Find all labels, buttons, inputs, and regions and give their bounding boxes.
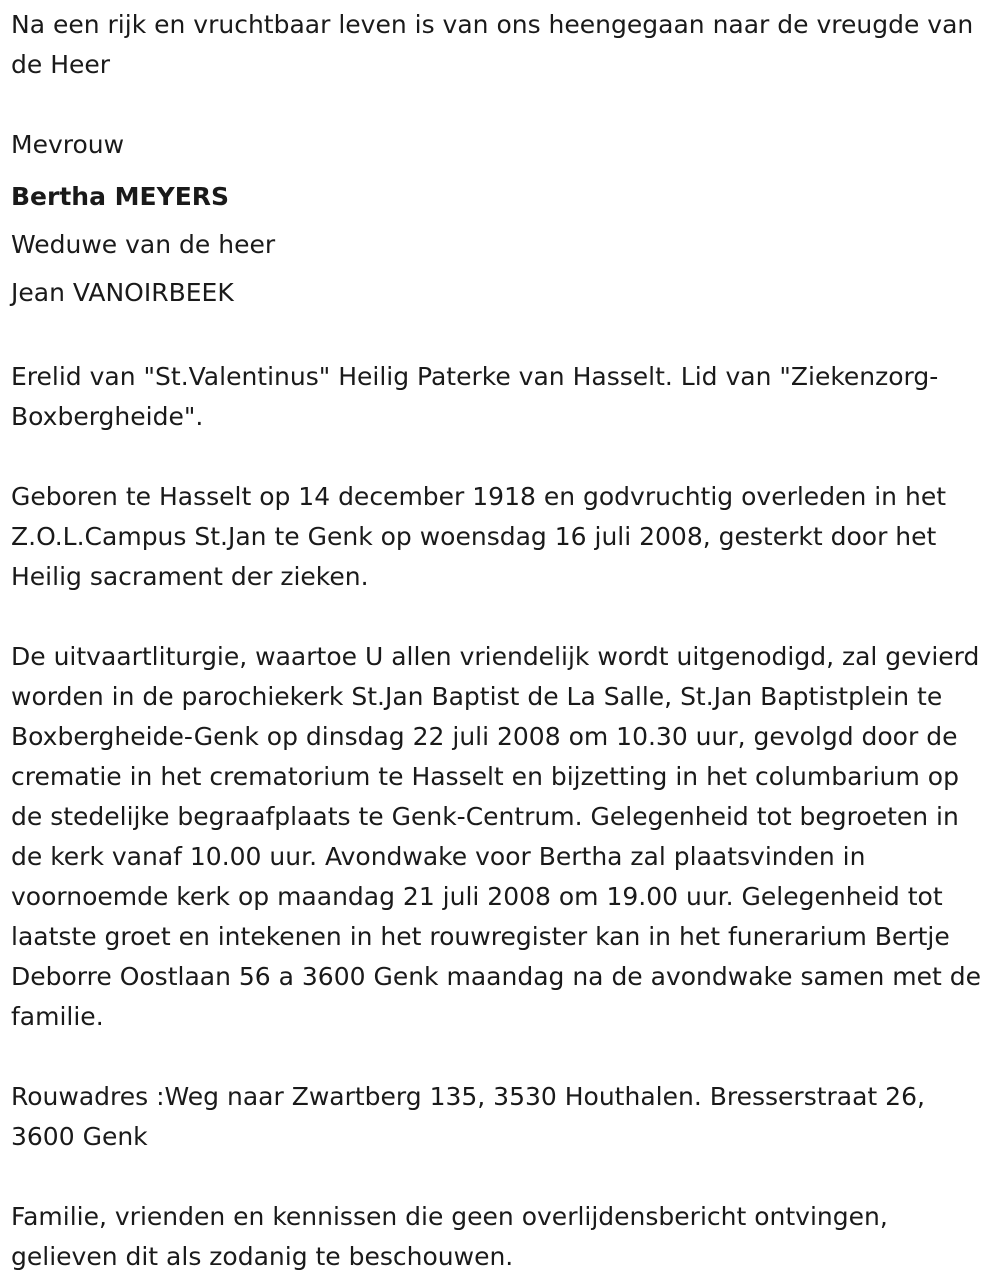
address-paragraph: Rouwadres :Weg naar Zwartberg 135, 3530 Houthalen. Bresserstraat 26, 3600 Genk xyxy=(11,1082,925,1151)
deceased-name-block xyxy=(11,125,986,317)
birth-death-paragraph: Geboren te Hasselt op 14 december 1918 en godvruchtig overleden in het Z.O.L.Campus St.Jan te Genk op woensdag 16 juli 2008, gesterkt door het Heilig sacrament der zieken. xyxy=(11,482,946,591)
closing-paragraph: Familie, vrienden en kennissen die geen overlijdensbericht ontvingen, gelieven dit als zodanig te beschouwen. xyxy=(11,1202,888,1271)
spouse-name: Jean VANOIRBEEK xyxy=(11,278,234,307)
title-line: Mevrouw xyxy=(11,130,125,159)
memberships-paragraph: Erelid van "St.Valentinus" Heilig Paterke van Hasselt. Lid van "Ziekenzorg-Boxbergheide". xyxy=(11,362,939,431)
relation-line: Weduwe van de heer xyxy=(11,230,276,259)
funeral-paragraph: De uitvaartliturgie, waartoe U allen vriendelijk wordt uitgenodigd, zal gevierd worden in de parochiekerk St.Jan Baptist de La Salle, St.Jan Baptistplein te Boxbergheide-Genk op dinsdag 22 juli 2008 om 10.30 uur, gevolgd door de crematie in het crematorium te Hasselt en bijzetting in het columbarium op de stedelijke begraafplaats te Genk-Centrum. Gelegenheid tot begroeten in de kerk vanaf 10.00 uur. Avondwake voor Bertha zal plaatsvinden in voornoemde kerk op maandag 21 juli 2008 om 19.00 uur. Gelegenheid tot laatste groet en intekenen in het rouwregister kan in het funerarium Bertje Deborre Oostlaan 56 a 3600 Genk maandag na de avondwake samen met de familie. xyxy=(11,642,982,1031)
intro-paragraph: Na een rijk en vruchtbaar leven is van ons heengegaan naar de vreugde van de Heer xyxy=(11,10,974,79)
deceased-name: Bertha MEYERS xyxy=(11,182,230,211)
